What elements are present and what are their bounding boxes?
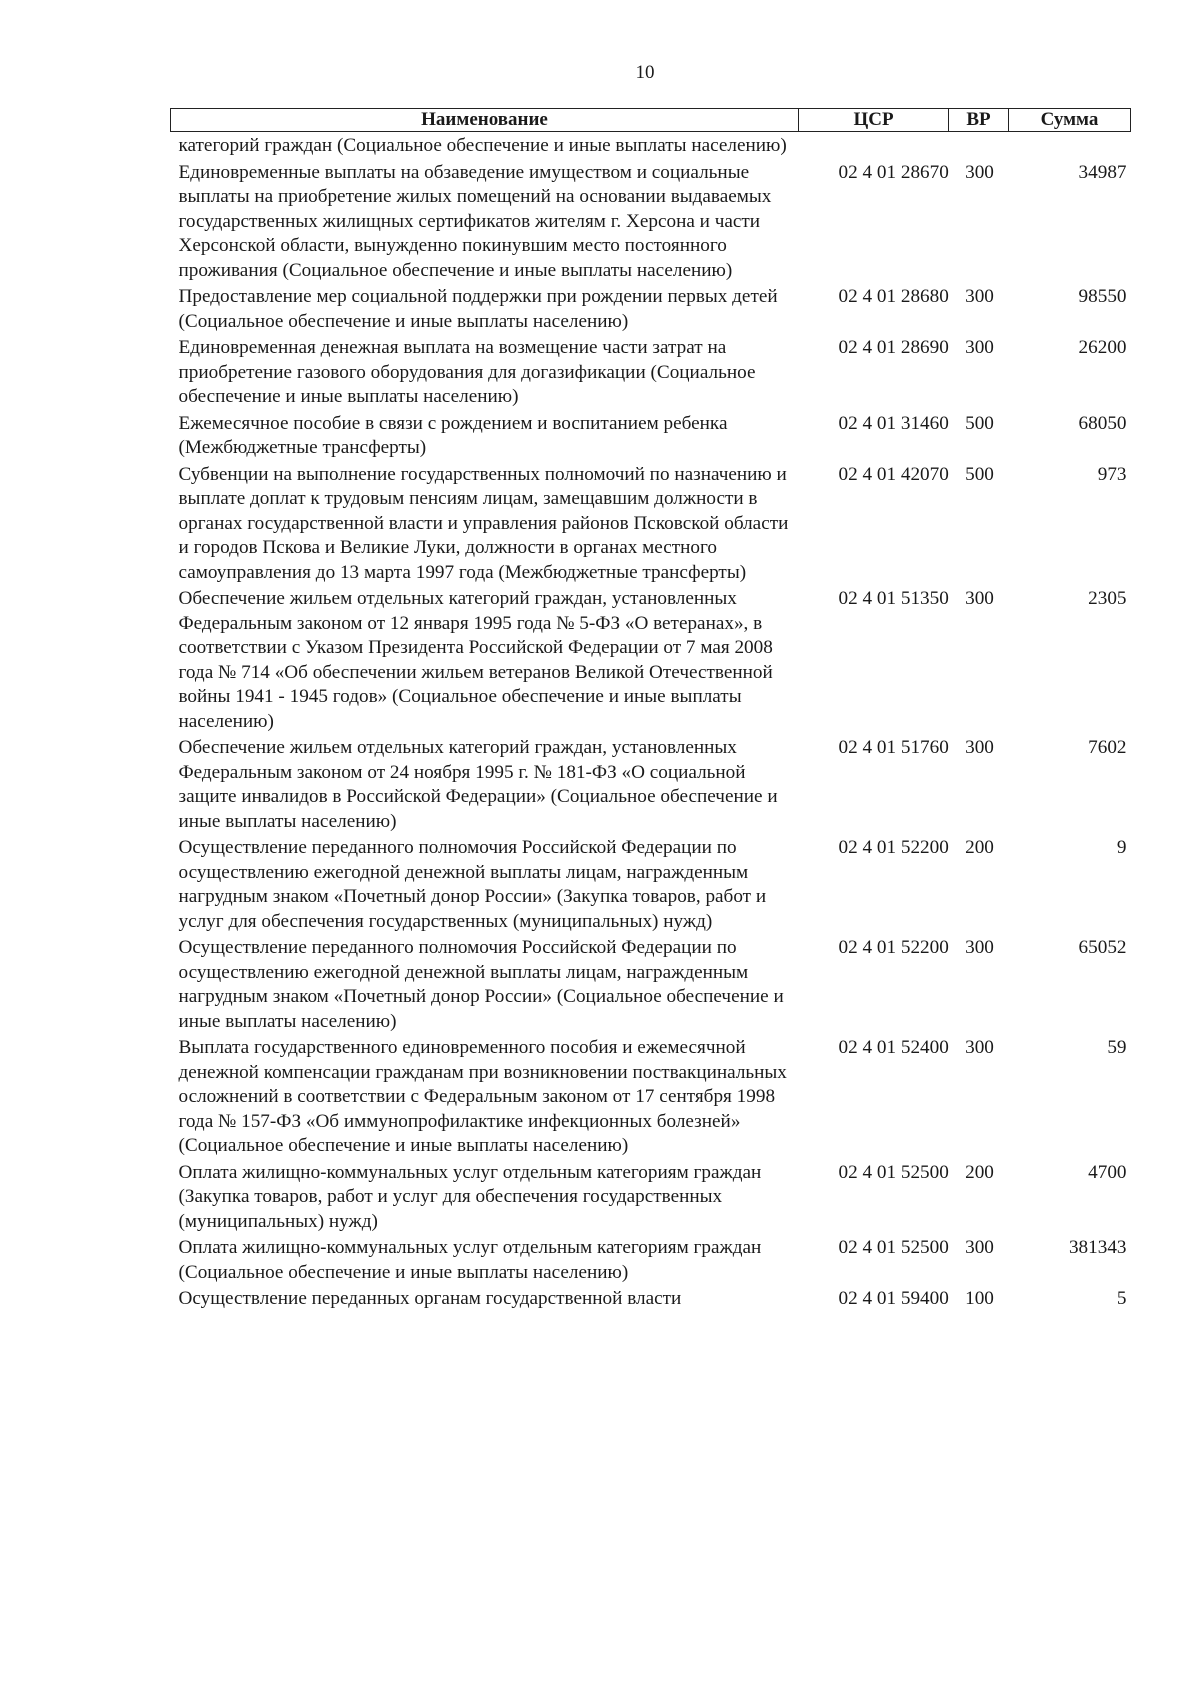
page-number: 10	[635, 62, 655, 83]
row-name: Обеспечение жильем отдельных категорий граждан, установленных Федеральным законом от 12 января 1995 года № 5-ФЗ «О ветеранах», в соответствии с Указом Президента Российской Федерации от 7 мая 2008 года № 714 «Об обеспечении жильем ветеранов Великой Отечественной войны 1941 - 1945 годов» (Социальное обеспечение и иные выплаты населению)	[178, 588, 773, 732]
row-sum: 973	[1097, 463, 1127, 485]
row-vr: 300	[965, 286, 994, 307]
row-csr: 02 4 01 52400	[838, 1037, 949, 1058]
row-vr: 200	[965, 1161, 994, 1183]
header-sum: Сумма	[1009, 109, 1131, 132]
row-csr: 02 4 01 52500	[838, 1237, 949, 1258]
table-row	[171, 734, 1131, 834]
table-row	[171, 1285, 1131, 1312]
row-vr: 300	[965, 588, 994, 609]
table-row	[171, 159, 1131, 284]
table-row	[171, 410, 1131, 461]
row-name: Осуществление переданного полномочия Российской Федерации по осуществлению ежегодной денежной выплаты лицам, награжденным нагрудным знаком «Почетный донор России» (Закупка товаров, работ и услуг для обеспечения государственных (муниципальных) нужд)	[178, 837, 767, 932]
row-sum: 4700	[1088, 1161, 1127, 1183]
row-csr: 02 4 01 51760	[838, 737, 949, 758]
table-row	[171, 834, 1131, 934]
row-name: Оплата жилищно-коммунальных услуг отдельным категориям граждан (Социальное обеспечение и иные выплаты населению)	[178, 1237, 762, 1283]
table-row	[171, 1034, 1131, 1159]
row-csr: 02 4 01 28680	[838, 286, 949, 307]
row-vr: 200	[965, 837, 994, 858]
budget-table	[170, 108, 1131, 1312]
row-name: Субвенции на выполнение государственных полномочий по назначению и выплате доплат к трудовым пенсиям лицам, замещавшим должности в органах государственной власти и управления районов Псковской области и городов Пскова и Великие Луки, должности в органах местного самоуправления до 13 марта 1997 года (Межбюджетные трансферты)	[178, 463, 789, 583]
row-sum: 34987	[1078, 161, 1127, 183]
row-vr: 300	[965, 1037, 994, 1058]
table-row	[171, 934, 1131, 1034]
row-vr: 300	[965, 937, 994, 958]
header-csr: ЦСР	[799, 109, 949, 132]
row-vr: 300	[965, 737, 994, 758]
row-sum: 59	[1107, 1037, 1127, 1058]
row-csr: 02 4 01 52200	[838, 937, 949, 958]
row-vr	[949, 132, 1009, 159]
row-name: Предоставление мер социальной поддержки при рождении первых детей (Социальное обеспечение и иные выплаты населению)	[178, 286, 778, 332]
row-csr: 02 4 01 31460	[838, 412, 949, 434]
row-vr: 500	[965, 412, 994, 434]
row-csr: 02 4 01 28690	[838, 337, 949, 358]
row-csr: 02 4 01 42070	[838, 463, 949, 485]
row-csr: 02 4 01 59400	[838, 1288, 949, 1309]
row-sum: 26200	[1078, 337, 1127, 358]
table-row	[171, 132, 1131, 159]
row-vr: 300	[965, 337, 994, 358]
row-name: Оплата жилищно-коммунальных услуг отдельным категориям граждан (Закупка товаров, работ и услуг для обеспечения государственных (муниципальных) нужд)	[178, 1161, 762, 1232]
table-row	[171, 585, 1131, 734]
table-row	[171, 334, 1131, 410]
row-sum: 65052	[1078, 937, 1127, 958]
row-vr: 100	[965, 1288, 994, 1309]
table-row	[171, 1159, 1131, 1235]
row-sum: 5	[1116, 1288, 1127, 1309]
row-csr: 02 4 01 51350	[838, 588, 949, 609]
row-sum: 381343	[1068, 1237, 1127, 1258]
row-sum	[1009, 132, 1131, 159]
header-name: Наименование	[171, 109, 799, 132]
row-name: категорий граждан (Социальное обеспечение и иные выплаты населению)	[178, 135, 787, 156]
table-row	[171, 1234, 1131, 1285]
row-sum: 7602	[1088, 737, 1127, 758]
row-vr: 300	[965, 161, 994, 183]
row-name: Единовременная денежная выплата на возмещение части затрат на приобретение газового оборудования для догазификации (Социальное обеспечение и иные выплаты населению)	[178, 337, 756, 407]
row-csr	[799, 132, 949, 159]
row-vr: 300	[965, 1237, 994, 1258]
row-sum: 68050	[1078, 412, 1127, 434]
row-name: Обеспечение жильем отдельных категорий граждан, установленных Федеральным законом от 24 ноября 1995 г. № 181-ФЗ «О социальной защите инвалидов в Российской Федерации» (Социальное обеспечение и иные выплаты населению)	[178, 737, 778, 832]
row-name: Осуществление переданных органам государственной власти	[178, 1288, 682, 1309]
row-name: Единовременные выплаты на обзаведение имуществом и социальные выплаты на приобретение жилых помещений на основании выдаваемых государственных жилищных сертификатов жителям г. Херсона и части Херсонской области, вынужденно покинувшим место постоянного проживания (Социальное обеспечение и иные выплаты населению)	[178, 161, 772, 281]
table-header-row	[171, 109, 1131, 132]
table-row	[171, 461, 1131, 586]
row-csr: 02 4 01 52500	[838, 1161, 949, 1183]
row-sum: 2305	[1088, 588, 1127, 609]
row-csr: 02 4 01 28670	[838, 161, 949, 183]
row-name: Осуществление переданного полномочия Российской Федерации по осуществлению ежегодной денежной выплаты лицам, награжденным нагрудным знаком «Почетный донор России» (Социальное обеспечение и иные выплаты населению)	[178, 937, 784, 1032]
row-vr: 500	[965, 463, 994, 485]
row-name: Выплата государственного единовременного пособия и ежемесячной денежной компенсации гражданам при возникновении поствакцинальных осложнений в соответствии с Федеральным законом от 17 сентября 1998 года № 157-ФЗ «Об иммунопрофилактике инфекционных болезней» (Социальное обеспечение и иные выплаты населению)	[178, 1037, 787, 1156]
table-row	[171, 283, 1131, 334]
header-vr: ВР	[949, 109, 1009, 132]
row-csr: 02 4 01 52200	[838, 837, 949, 858]
row-sum: 9	[1116, 837, 1127, 858]
row-sum: 98550	[1078, 286, 1127, 307]
row-name: Ежемесячное пособие в связи с рождением и воспитанием ребенка (Межбюджетные трансферты)	[178, 412, 728, 458]
